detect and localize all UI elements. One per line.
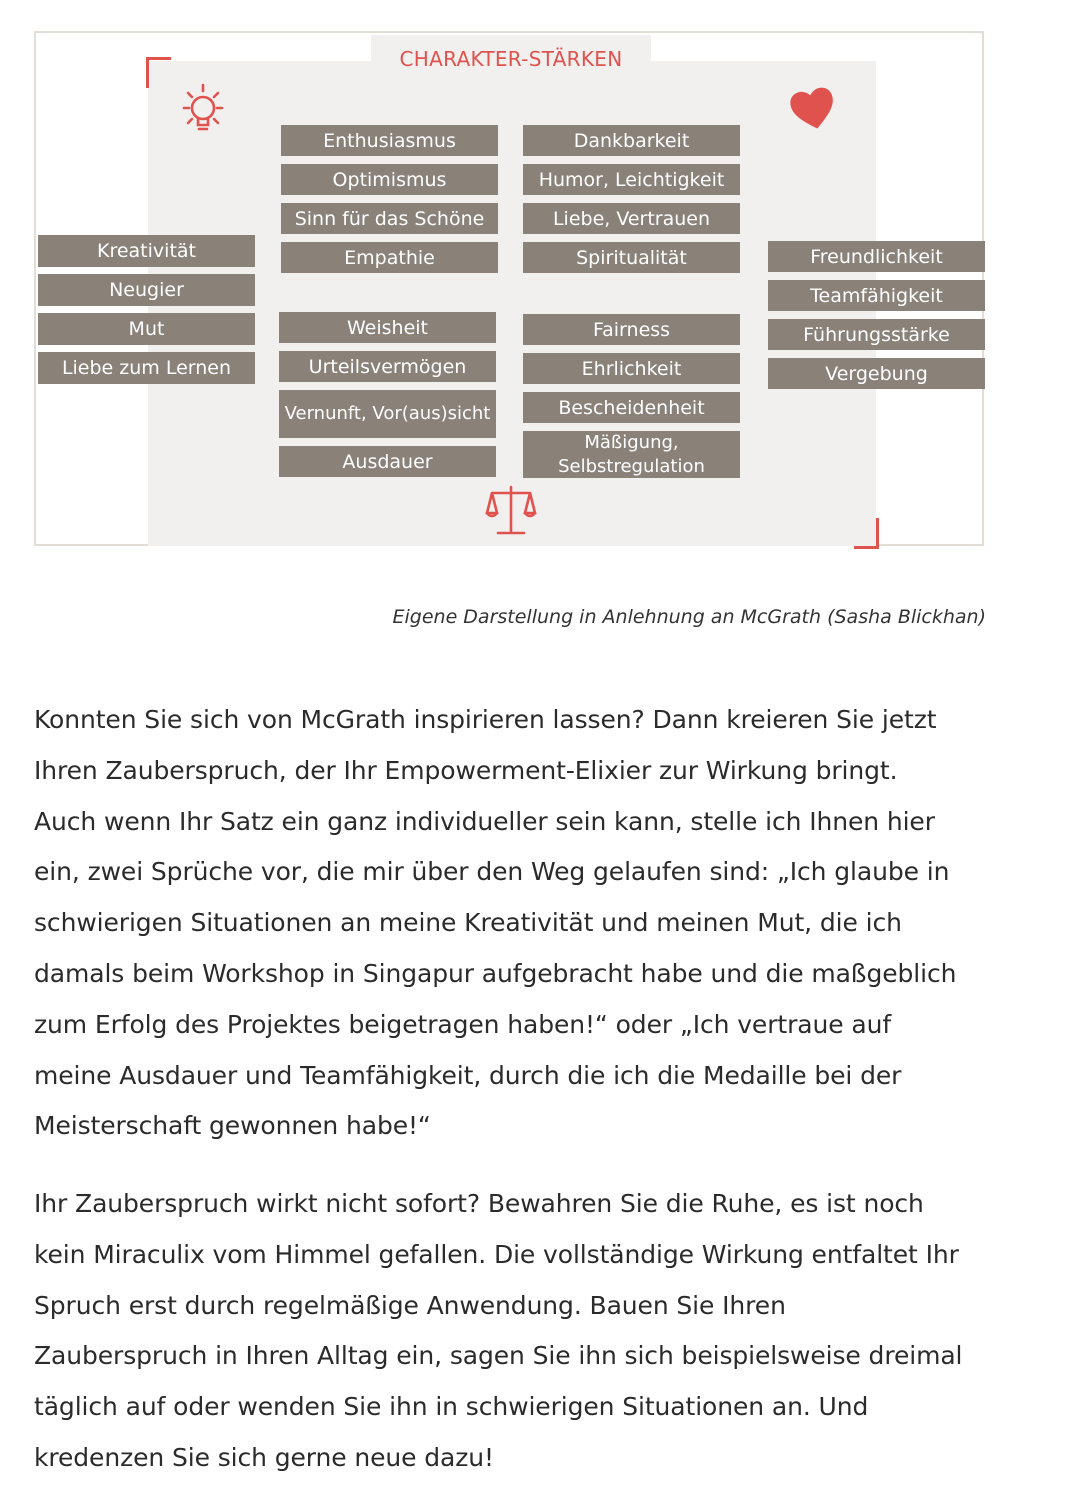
heart-icon — [788, 83, 838, 133]
strength-tag: Ehrlichkeit — [523, 353, 740, 384]
paragraph-1 — [34, 695, 1034, 1152]
strength-tag: Mut — [38, 313, 255, 345]
figure-background — [148, 61, 876, 546]
paragraph-line: Ihr Zauberspruch wirkt nicht sofort? Bewahren Sie die Ruhe, es ist noch — [34, 1189, 924, 1218]
strength-tag: Enthusiasmus — [281, 125, 498, 156]
strength-tag: Freundlichkeit — [768, 241, 985, 272]
paragraph-line: zum Erfolg des Projektes beigetragen haben!“ oder „Ich vertraue auf — [34, 1009, 892, 1039]
paragraph-line: Ihren Zauberspruch, der Ihr Empowerment-Elixier zur Wirkung bringt. — [34, 755, 898, 785]
paragraph-line: Konnten Sie sich von McGrath inspirieren lassen? Dann kreieren Sie jetzt — [34, 705, 937, 734]
strength-tag: Empathie — [281, 242, 498, 273]
strength-tag: Optimismus — [281, 164, 498, 195]
strength-tag: Neugier — [38, 274, 255, 306]
figure-caption: Eigene Darstellung in Anlehnung an McGrath (Sasha Blickhan) — [392, 606, 986, 628]
strength-tag: Ausdauer — [279, 446, 496, 477]
strength-tag: Teamfähigkeit — [768, 280, 985, 311]
strength-tag: Urteilsvermögen — [279, 351, 496, 382]
strength-tag: Fairness — [523, 314, 740, 345]
paragraph-line: Spruch erst durch regelmäßige Anwendung. Bauen Sie Ihren — [34, 1290, 786, 1320]
paragraph-line: kredenzen Sie sich gerne neue dazu! — [34, 1442, 494, 1472]
paragraph-line: Zauberspruch in Ihren Alltag ein, sagen Sie ihn sich beispielsweise dreimal — [34, 1341, 963, 1371]
scales-icon — [484, 483, 538, 539]
paragraph-line: damals beim Workshop in Singapur aufgebracht habe und die maßgeblich — [34, 958, 957, 988]
paragraph-line: meine Ausdauer und Teamfähigkeit, durch die ich die Medaille bei der — [34, 1060, 902, 1090]
strength-tag: Humor, Leichtigkeit — [523, 164, 740, 195]
paragraph-line: kein Miraculix vom Himmel gefallen. Die vollständige Wirkung entfaltet Ihr — [34, 1239, 959, 1269]
paragraph-2 — [34, 1179, 1034, 1484]
strength-tag: Liebe zum Lernen — [38, 352, 255, 384]
figure-title: CHARAKTER-STÄRKEN — [399, 47, 623, 71]
strength-tag: Vergebung — [768, 358, 985, 389]
strength-tag: Mäßigung, Selbstregulation — [523, 431, 740, 478]
strength-tag: Kreativität — [38, 235, 255, 267]
paragraph-line: schwierigen Situationen an meine Kreativität und meinen Mut, die ich — [34, 908, 902, 938]
strength-tag: Vernunft, Vor(aus)sicht — [279, 390, 496, 438]
paragraph-line: Auch wenn Ihr Satz ein ganz individueller sein kann, stelle ich Ihnen hier — [34, 806, 935, 836]
corner-bracket-top-left — [146, 57, 171, 88]
paragraph-line: ein, zwei Sprüche vor, die mir über den Weg gelaufen sind: „Ich glaube in — [34, 857, 950, 887]
strength-tag: Sinn für das Schöne — [281, 203, 498, 234]
strength-tag: Liebe, Vertrauen — [523, 203, 740, 234]
strength-tag: Dankbarkeit — [523, 125, 740, 156]
character-strengths-figure — [34, 31, 984, 546]
strength-tag: Spiritualität — [523, 242, 740, 273]
corner-bracket-bottom-right — [854, 518, 879, 549]
strength-tag: Weisheit — [279, 312, 496, 343]
paragraph-line: Meisterschaft gewonnen habe!“ — [34, 1111, 431, 1141]
strength-tag: Bescheidenheit — [523, 392, 740, 423]
strength-tag: Führungsstärke — [768, 319, 985, 350]
paragraph-line: täglich auf oder wenden Sie ihn in schwierigen Situationen an. Und — [34, 1392, 869, 1422]
lightbulb-icon — [176, 81, 230, 137]
